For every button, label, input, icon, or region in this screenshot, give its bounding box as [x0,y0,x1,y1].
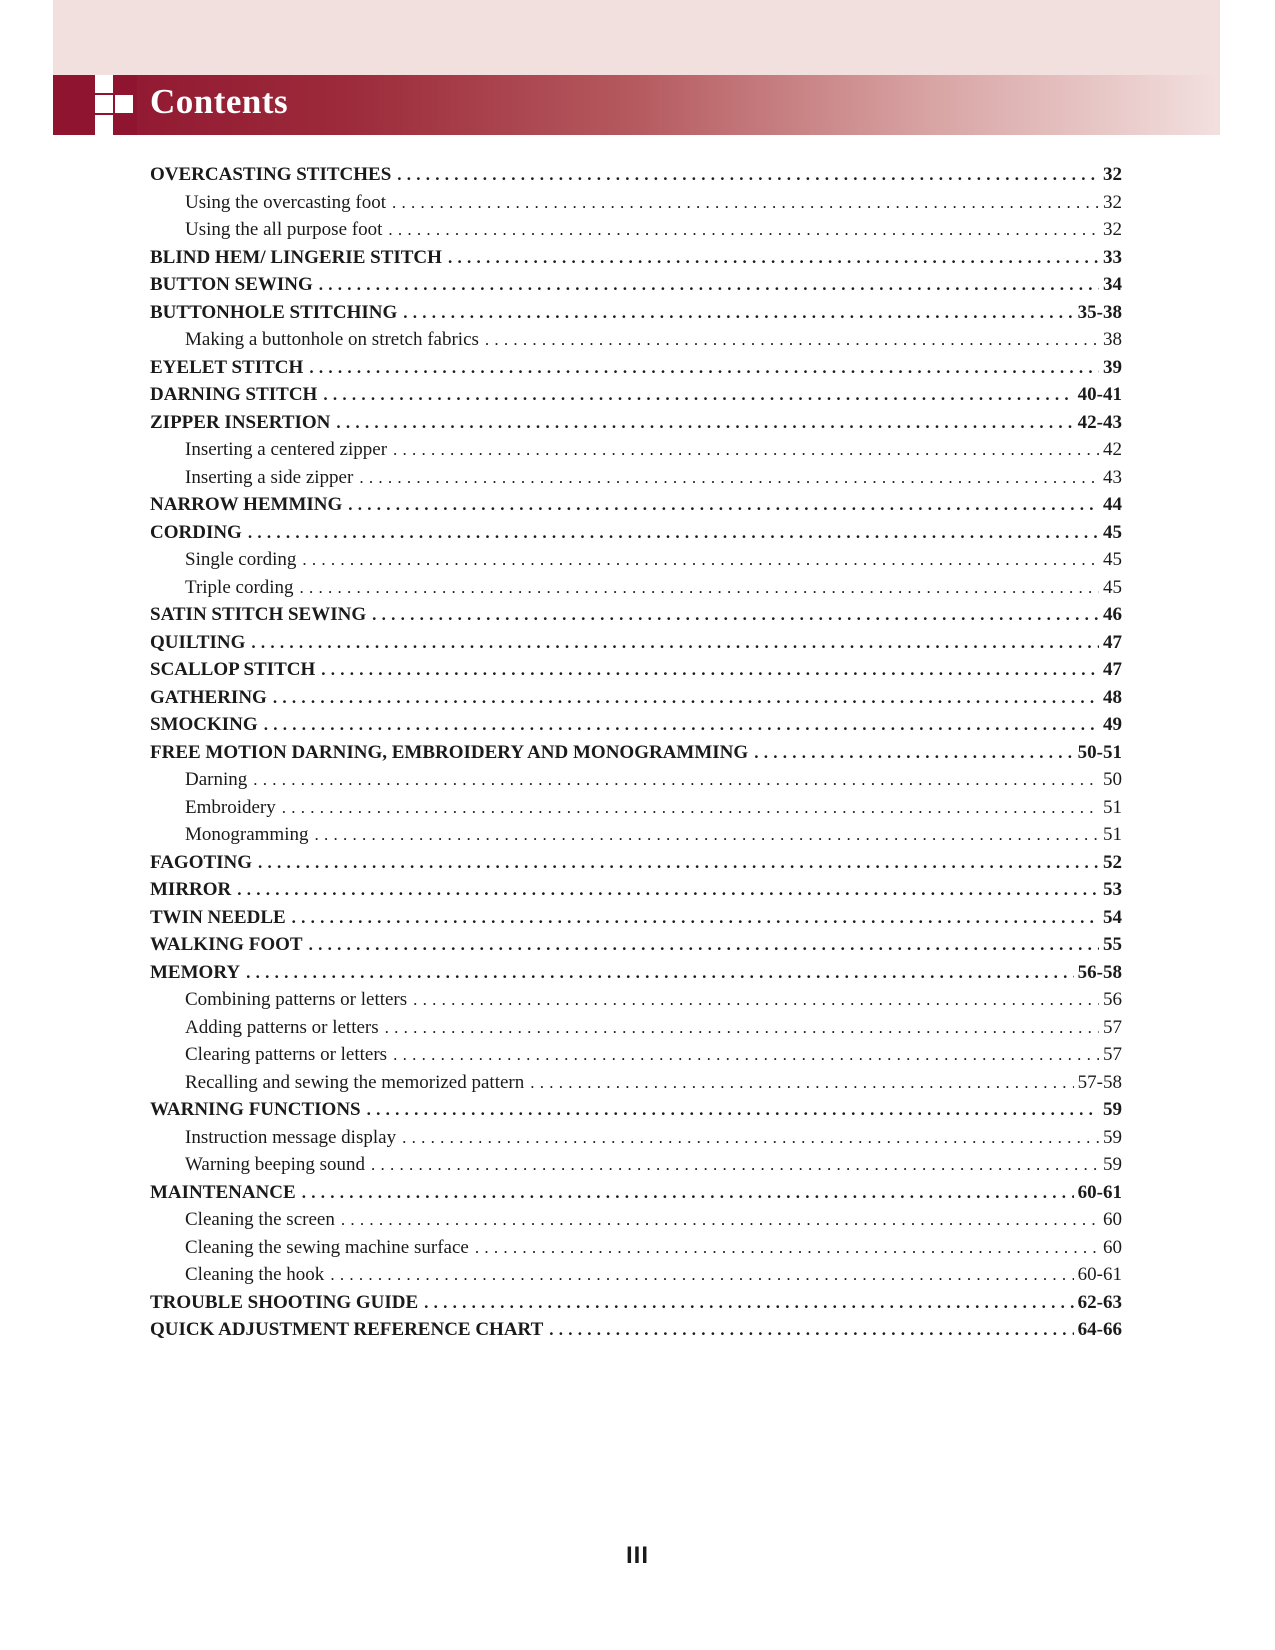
toc-entry-title: Triple cording [185,576,294,598]
toc-entry-page: 44 [1103,494,1122,515]
toc-entry-main[interactable] [150,494,1122,522]
toc-entry-title: FREE MOTION DARNING, EMBROIDERY AND MONOGRAMMING [150,741,749,763]
toc-entry-main[interactable] [150,357,1122,385]
toc-entry-title: WARNING FUNCTIONS [150,1099,361,1120]
dot-leader [302,1183,1074,1203]
toc-entry-page: 53 [1103,879,1122,900]
toc-entry-title: MIRROR [150,879,232,900]
toc-entry-sub[interactable] [150,1209,1122,1237]
toc-entry-page: 56-58 [1077,961,1122,983]
dot-leader [319,275,1099,295]
toc-entry-sub[interactable] [150,1237,1122,1265]
toc-entry-title: Adding patterns or letters [185,1016,379,1038]
page-title: Contents [150,82,289,121]
toc-entry-page: 45 [1103,576,1122,598]
dot-leader [273,688,1099,708]
toc-entry-title: OVERCASTING STITCHES [150,164,392,185]
toc-entry-page: 33 [1103,246,1122,268]
toc-entry-title: SATIN STITCH SEWING [150,604,367,625]
toc-entry-title: CORDING [150,521,242,543]
dot-leader [264,715,1099,735]
page-number: III [625,1542,649,1569]
dot-leader [282,798,1099,818]
toc-entry-title: QUILTING [150,631,246,653]
toc-entry-title: SCALLOP STITCH [150,659,316,680]
toc-entry-main[interactable] [150,274,1122,302]
dot-leader [359,468,1099,488]
toc-entry-title: QUICK ADJUSTMENT REFERENCE CHART [150,1319,544,1340]
dot-leader [424,1293,1074,1313]
dot-leader [402,1128,1099,1148]
dot-leader [336,413,1073,433]
dot-leader [315,825,1100,845]
dot-leader [371,1155,1099,1175]
toc-entry-title: MAINTENANCE [150,1181,296,1203]
toc-entry-title: Darning [185,769,248,790]
dot-leader [341,1210,1099,1230]
dot-leader [393,440,1099,460]
toc-entry-main[interactable] [150,714,1122,742]
toc-entry-page: 57 [1103,1044,1122,1065]
toc-entry-title: Warning beeping sound [185,1154,365,1175]
toc-entry-title: Inserting a side zipper [185,466,354,488]
toc-entry-title: Using the all purpose foot [185,219,383,240]
toc-entry-page: 59 [1103,1099,1122,1120]
toc-entry-sub[interactable] [150,1044,1122,1072]
toc-entry-page: 60 [1103,1236,1122,1258]
toc-entry-sub[interactable] [150,1127,1122,1155]
toc-entry-title: GATHERING [150,686,267,708]
toc-entry-main[interactable] [150,247,1122,275]
dot-leader [246,963,1074,983]
toc-entry-page: 64-66 [1077,1319,1122,1340]
toc-entry-page: 38 [1103,329,1122,350]
toc-entry-page: 48 [1103,686,1122,708]
toc-entry-page: 60-61 [1077,1264,1122,1285]
toc-entry-sub[interactable] [150,797,1122,825]
toc-entry-title: TWIN NEEDLE [150,906,286,928]
toc-entry-page: 50-51 [1077,741,1122,763]
toc-entry-page: 45 [1103,521,1122,543]
toc-entry-page: 45 [1103,549,1122,570]
toc-entry-main[interactable] [150,632,1122,660]
toc-entry-title: Instruction message display [185,1126,397,1148]
toc-entry-page: 32 [1103,164,1122,185]
dot-leader [302,550,1099,570]
toc-entry-page: 47 [1103,631,1122,653]
toc-entry-title: Single cording [185,549,297,570]
dot-leader [475,1238,1099,1258]
toc-entry-page: 34 [1103,274,1122,295]
toc-entry-main[interactable] [150,742,1122,770]
toc-entry-title: NARROW HEMMING [150,494,343,515]
toc-entry-page: 59 [1103,1154,1122,1175]
dot-leader [485,330,1099,350]
toc-entry-title: Cleaning the hook [185,1264,325,1285]
brand-logo-icon [53,75,137,135]
toc-entry-main[interactable] [150,1319,1122,1347]
toc-entry-main[interactable] [150,384,1122,412]
dot-leader [258,853,1099,873]
toc-entry-page: 51 [1103,796,1122,818]
dot-leader [300,578,1099,598]
dot-leader [309,358,1099,378]
toc-entry-title: Cleaning the screen [185,1209,335,1230]
toc-entry-page: 60 [1103,1209,1122,1230]
toc-entry-title: Inserting a centered zipper [185,439,388,460]
toc-entry-main[interactable] [150,659,1122,687]
toc-entry-page: 40-41 [1077,384,1122,405]
toc-entry-sub[interactable] [150,467,1122,495]
toc-entry-page: 57-58 [1077,1071,1122,1093]
toc-entry-title: Using the overcasting foot [185,191,387,213]
toc-entry-title: TROUBLE SHOOTING GUIDE [150,1291,419,1313]
toc-entry-title: Monogramming [185,824,309,845]
toc-entry-page: 62-63 [1077,1291,1122,1313]
toc-entry-page: 49 [1103,714,1122,735]
toc-entry-page: 54 [1103,906,1122,928]
dot-leader [549,1320,1073,1340]
toc-entry-main[interactable] [150,604,1122,632]
toc-entry-page: 50 [1103,769,1122,790]
dot-leader [403,303,1073,323]
toc-entry-main[interactable] [150,522,1122,550]
toc-entry-page: 60-61 [1077,1181,1122,1203]
dot-leader [248,523,1099,543]
dot-leader [292,908,1099,928]
dot-leader [367,1100,1099,1120]
toc-entry-page: 42-43 [1077,411,1122,433]
toc-entry-title: Recalling and sewing the memorized pattern [185,1071,525,1093]
dot-leader [392,193,1099,213]
dot-leader [323,385,1073,405]
toc-entry-page: 56 [1103,989,1122,1010]
toc-entry-page: 32 [1103,191,1122,213]
toc-entry-main[interactable] [150,412,1122,440]
toc-entry-page: 43 [1103,466,1122,488]
dot-leader [309,935,1099,955]
toc-entry-sub[interactable] [150,1072,1122,1100]
toc-entry-page: 46 [1103,604,1122,625]
toc-entry-sub[interactable] [150,1154,1122,1182]
toc-entry-sub[interactable] [150,1017,1122,1045]
toc-entry-sub[interactable] [150,439,1122,467]
toc-entry-main[interactable] [150,962,1122,990]
toc-entry-sub[interactable] [150,549,1122,577]
toc-entry-page: 55 [1103,934,1122,955]
toc-entry-sub[interactable] [150,989,1122,1017]
toc-entry-title: WALKING FOOT [150,934,303,955]
toc-entry-main[interactable] [150,1292,1122,1320]
toc-entry-title: BLIND HEM/ LINGERIE STITCH [150,246,442,268]
toc-entry-sub[interactable] [150,192,1122,220]
toc-entry-title: BUTTONHOLE STITCHING [150,301,398,323]
dot-leader [754,743,1073,763]
dot-leader [253,770,1099,790]
toc-entry-sub[interactable] [150,1264,1122,1292]
dot-leader [448,248,1099,268]
toc-entry-sub[interactable] [150,769,1122,797]
dot-leader [393,1045,1099,1065]
toc-entry-title: Embroidery [185,796,276,818]
toc-entry-page: 52 [1103,851,1122,873]
toc-entry-sub[interactable] [150,824,1122,852]
toc-entry-main[interactable] [150,302,1122,330]
dot-leader [388,220,1099,240]
toc-entry-main[interactable] [150,934,1122,962]
toc-entry-title: DARNING STITCH [150,384,318,405]
toc-entry-main[interactable] [150,164,1122,192]
toc-entry-title: EYELET STITCH [150,356,304,378]
toc-entry-page: 35-38 [1077,301,1122,323]
toc-entry-page: 42 [1103,439,1122,460]
dot-leader [330,1265,1073,1285]
dot-leader [251,633,1099,653]
toc-entry-title: ZIPPER INSERTION [150,411,331,433]
toc-entry-title: Combining patterns or letters [185,989,408,1010]
toc-entry-page: 32 [1103,219,1122,240]
toc-entry-title: FAGOTING [150,851,253,873]
dot-leader [397,165,1099,185]
dot-leader [321,660,1099,680]
toc-entry-page: 57 [1103,1016,1122,1038]
dot-leader [348,495,1099,515]
toc-entry-title: MEMORY [150,961,241,983]
toc-entry-main[interactable] [150,879,1122,907]
table-of-contents [150,164,1122,1347]
toc-entry-page: 39 [1103,356,1122,378]
toc-entry-sub[interactable] [150,577,1122,605]
toc-entry-sub[interactable] [150,329,1122,357]
toc-entry-page: 47 [1103,659,1122,680]
dot-leader [385,1018,1099,1038]
toc-entry-main[interactable] [150,852,1122,880]
toc-entry-main[interactable] [150,1182,1122,1210]
toc-entry-main[interactable] [150,907,1122,935]
toc-entry-title: Cleaning the sewing machine surface [185,1236,469,1258]
toc-entry-sub[interactable] [150,219,1122,247]
dot-leader [237,880,1099,900]
toc-entry-main[interactable] [150,1099,1122,1127]
dot-leader [372,605,1099,625]
dot-leader [413,990,1099,1010]
toc-entry-title: Clearing patterns or letters [185,1044,388,1065]
toc-entry-title: SMOCKING [150,714,258,735]
toc-entry-page: 59 [1103,1126,1122,1148]
toc-entry-main[interactable] [150,687,1122,715]
toc-entry-title: BUTTON SEWING [150,274,313,295]
toc-entry-title: Making a buttonhole on stretch fabrics [185,329,479,350]
dot-leader [530,1073,1073,1093]
toc-entry-page: 51 [1103,824,1122,845]
